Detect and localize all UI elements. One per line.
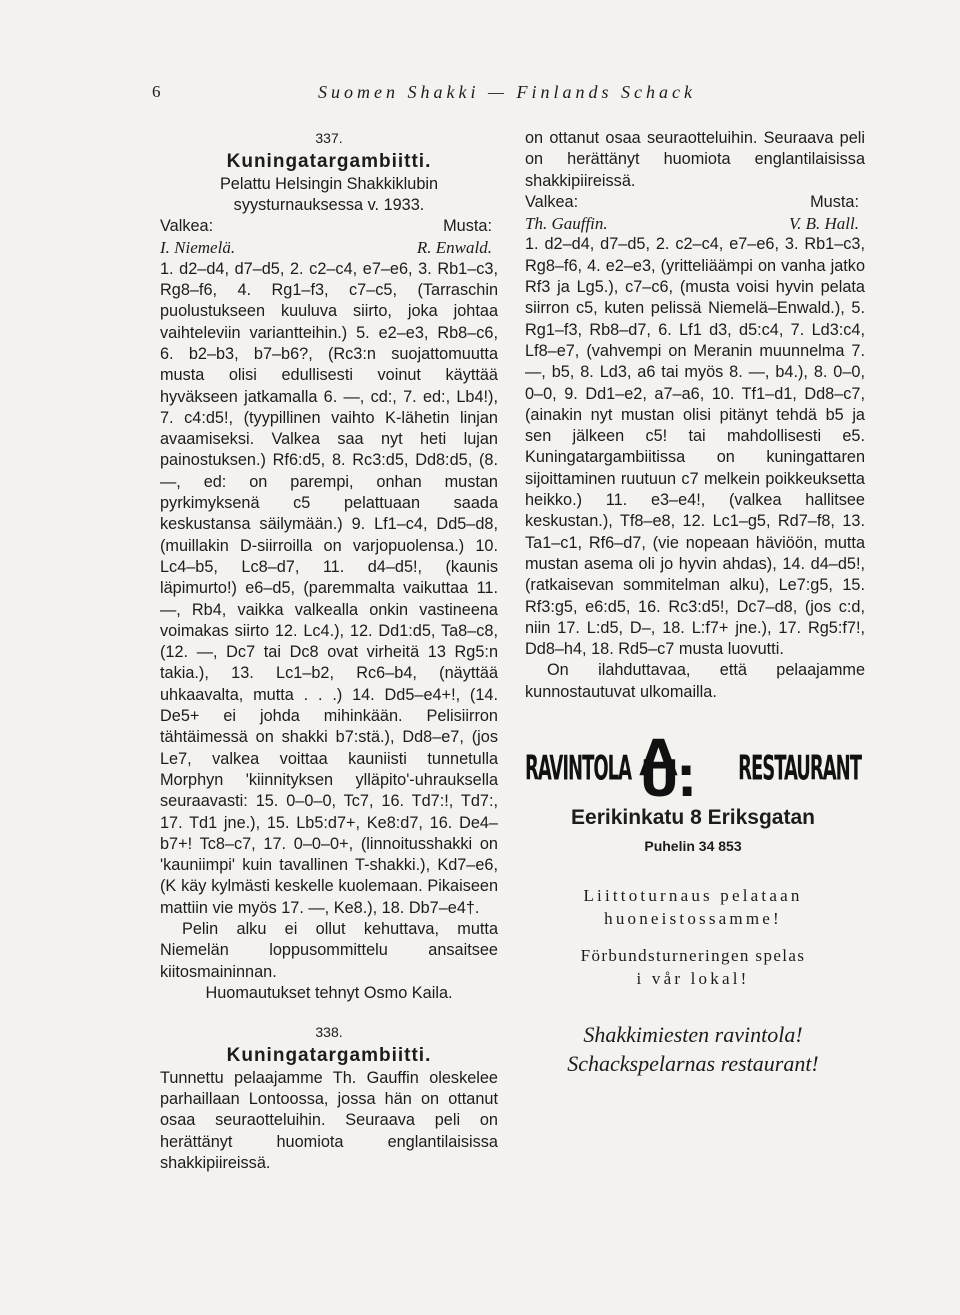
game-337-title: Kuningatargambiitti. xyxy=(226,151,432,173)
black-player: R. Enwald. xyxy=(416,238,492,258)
white-player: Th. Gauffin. xyxy=(525,214,608,234)
game-338-title: Kuningatargambiitti. xyxy=(226,1045,432,1067)
ad-slogan-finnish: Shakkimiesten ravintola! xyxy=(583,1021,803,1047)
ad-slogan-swedish: Schackspelarnas restaurant! xyxy=(567,1050,819,1076)
game-337-played-line1: Pelattu Helsingin Shakkiklubin xyxy=(219,174,439,193)
white-label: Valkea: xyxy=(525,192,579,211)
restaurant-address: Eerikinkatu 8 Eriksgatan xyxy=(571,806,815,830)
game-337-sides xyxy=(160,216,498,237)
ad-finnish-line1: Liittoturnaus pelataan xyxy=(583,885,803,905)
game-338-intro: Tunnettu pelaajamme Th. Gauffin oleskelee parhaillaan Lontoossa, jossa hän on ottanut osaa seuraotteluihin. Seuraava peli on herättänyt huomiota englantilaisissa shakkipiireissä. xyxy=(160,1068,498,1172)
page-header xyxy=(0,82,960,112)
game-338-moves: 1. d2–d4, d7–d5, 2. c2–c4, e7–e6, 3. Rb1–c3, Rg8–f6, 4. e2–e3, (yritteliäämpi on vanha jatko Rf3 ja Lg5.), c7–c6, (musta voisi hyvin pelata siirron c5, kuten pelissä Niemelä–Enwald.), 5. Rg1–f3, Rb8–d7, 6. Lf1 d3, d5:c4, 7. Ld3:c4, Lf8–e7, (vahvempi on Meranin muunnelma 7. —, b5, 8. Ld3, a6 tai myös 8. —, b4.), 8. 0–0, 0–0, 9. Dd1–e2, a7–a6, 10. Tf1–d1, Dd8–c7, (ainakin nyt mustan olisi pitänyt tehdä b5 ja sen jälkeen c5! tai mahdollisesti e5. Kuningatargambiitissa on kuningattaren sijoittaminen ruutuun c7 melkein poikkeuksetta heikko.) 11. e3–e4!, (valkea hallitsee keskustan.), Tf8–e8, 12. Lc1–g5, Rd7–f8, 13. Ta1–c1, Rf6–d7, (vie nopeaan häviöön, mutta mustan asema oli jo hyvin ahdas), 14. d4–d5!, (ratkaisevan sommitelman alku), Le7:g5, 15. Rf3:g5, e6:d5, 16. Rc3:d5!, Dc7–d8, (jos c:d, niin 17. L:d5, D–, 18. L:f7+ jne.), 17. Rg5:f7!, Dd8–h4, 18. Rd5–c7 musta luovutti. xyxy=(525,235,865,659)
game-338-intro-continued: on ottanut osaa seuraotteluihin. Seuraava peli on herättänyt huomiota englantilaisissa shakkipiireissä. xyxy=(525,129,865,190)
black-player: V. B. Hall. xyxy=(788,214,859,234)
running-title: Suomen Shakki — Finlands Schack xyxy=(318,82,696,102)
white-player: I. Niemelä. xyxy=(160,238,236,258)
restaurant-advertisement xyxy=(525,728,861,1078)
game-337-number: 337. xyxy=(315,130,343,146)
black-label: Musta: xyxy=(810,192,859,211)
game-337-closing: Pelin alku ei ollut kehuttava, mutta Niemelän loppusommittelu ansaitsee kiitosmaininnan. xyxy=(160,919,498,981)
game-338-players xyxy=(525,213,865,234)
white-label: Valkea: xyxy=(160,217,214,236)
ad-swedish-line1: Förbundsturneringen spelas xyxy=(580,945,806,965)
page-number: 6 xyxy=(152,82,161,101)
game-337-players xyxy=(160,237,498,258)
game-338-closing: On ilahduttavaa, että pelaajamme kunnostautuvat ulkomailla. xyxy=(525,661,865,701)
restaurant-logo xyxy=(525,728,861,809)
game-337-moves: 1. d2–d4, d7–d5, 2. c2–c4, e7–e6, 3. Rb1–c3, Rg8–f6, 4. Rg1–f3, c7–c5, (Tarraschin puolustukseen kuuluva siirto, joka johtaa vaihteleviin variantteihin.) 5. e2–e3, Rb8–c6, 6. b2–b3, b7–b6?, (Rc3:n suojattomuutta musta olisi edullisesti voinut käyttää hyväkseen jatkamalla 6. —, cd:, 7. ed:, Lb4!), 7. c4:d5!, (tyypillinen vaihto K-lähetin linjan avaamiseksi. Valkea saa nyt heti lujan painostuksen.) Rf6:d5, 8. Rc3:d5, Dd8:d5, (8. —, ed: on parempi, onhan mustan pyrkimyksenä c5 pelattuaan saada keskustansa säilymään.) 9. Lf1–c4, Dd5–d8, (muillakin D-siirroilla on varjopuolensa.) 10. Lc4–b5, Lc8–d7, 11. d4–d5!, (kaunis läpimurto!) e6–d5, (paremmalta vaikuttaa 11. —, Rb4, vaikka valkealla onkin vastineena voimakas siirto 12. Lc4.), 12. Dd1:d5, Ta8–c8, (12. —, Dc7 tai Dc8 ovat virheitä 13 Rg5:n takia.), 13. Lc1–b2, Rc6–b4, (näyttää uhkaavalta, mutta . . .) 14. Dd5–e4+!, (14. De5+ ei johda mihinkään. Pelisiirron tähtäimessä on shakki b7:stä.), Dd8–e7, (jos Le7, valkea voittaa kauniisti tunnetulla Morphyn 'kiinnityksen ylläpito'-uhrauksella seuraavasti: 15. 0–0–0, Tc7, 16. Td7:!, Td7:, 17. Td1 jne.), 15. Lb5:d7+, Ke8:d7, 16. De4–b7+! Tc8–c7, 17. 0–0–0+, (linnoitusshakki on 'kauniimpi' kuin tavallinen T-shakki.), Kd7–e6, (K käy kylmästi keskelle kuolemaan. Pikaiseen mattiin vie myös 17. —, Ke8.), 18. Db7–e4†. xyxy=(160,259,498,917)
ad-finnish-line2: huoneistossamme! xyxy=(604,908,782,928)
logo-center-text: A. U. xyxy=(639,728,695,809)
game-338-sides xyxy=(525,192,865,213)
restaurant-phone: Puhelin 34 853 xyxy=(644,838,742,855)
ad-swedish-line2: i vår lokal! xyxy=(636,968,750,988)
game-337-played-line2: syysturnauksessa v. 1933. xyxy=(233,195,425,214)
black-label: Musta: xyxy=(443,217,492,236)
left-column xyxy=(160,128,498,1172)
right-column xyxy=(525,128,865,1078)
logo-left-text: RAVINTOLA xyxy=(525,747,632,789)
logo-right-text: RESTAURANT xyxy=(738,747,861,789)
game-338-number: 338. xyxy=(315,1024,343,1041)
game-337-annotator: Huomautukset tehnyt Osmo Kaila. xyxy=(205,983,453,1002)
